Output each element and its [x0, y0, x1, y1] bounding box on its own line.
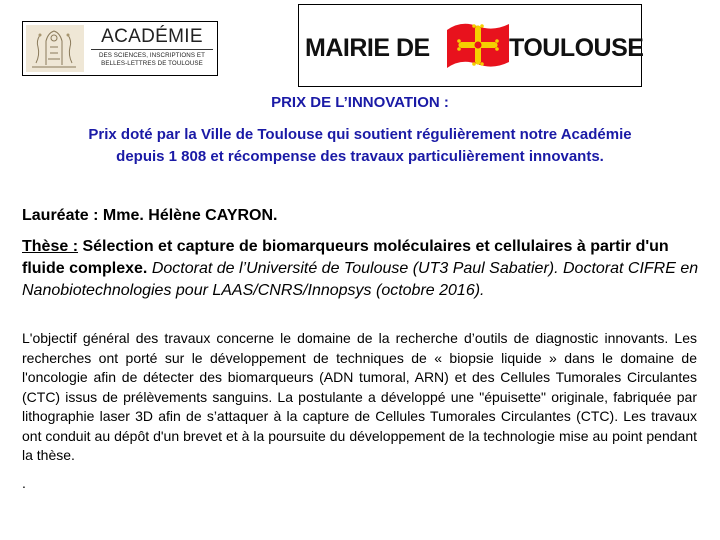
prize-description-line1: Prix doté par la Ville de Toulouse qui soutient régulièrement notre Académie: [88, 126, 632, 143]
trailing-mark: .: [22, 475, 26, 491]
mairie-text-left: MAIRIE DE: [305, 34, 430, 62]
thesis-paragraph: [22, 236, 712, 302]
mairie-toulouse-logo: [298, 4, 642, 87]
academie-subtitle-line2: BELLES-LETTRES DE TOULOUSE: [101, 59, 203, 67]
academie-subtitle-line1: DES SCIENCES, INSCRIPTIONS ET: [98, 52, 206, 59]
prize-heading: PRIX DE L’INNOVATION :: [271, 94, 449, 111]
academie-title: ACADÉMIE: [101, 26, 203, 47]
thesis-details: Doctorat de l’Université de Toulouse (UT3 Paul Sabatier). Doctorat CIFRE en Nanobiotechnologies pour LAAS/CNRS/Innopsys (octobre 2016).: [22, 260, 699, 299]
thesis-title: Sélection et capture de biomarqueurs moléculaires et cellulaires à partir d'un fluide complexe.: [22, 238, 669, 277]
summary-paragraph: L'objectif général des travaux concerne le domaine de la recherche d’outils de diagnostic innovants. Les recherches ont porté sur le développement de techniques de « biopsie liquide » dans le domaine de l'oncologie afin de détecter des biomarqueurs (ADN tumoral, ARN) et des Cellules Tumorales Circulantes (CTC) issus de prélèvements sanguins. La postulante a développé une "épuisette" originale, fabriquée par lithographie laser 3D afin de s’attaquer à la capture de Cellules Tumorales Circulantes (CTC). Les travaux ont conduit au dépôt d'un brevet et à la poursuite du développement de la technologie mise au point pendant la thèse.: [22, 330, 697, 463]
laureate-line: Lauréate : Mme. Hélène CAYRON.: [22, 207, 278, 224]
occitan-cross-flag-icon: [443, 18, 513, 74]
thesis-label: Thèse :: [22, 238, 79, 255]
academie-divider: [91, 49, 213, 50]
prize-description: [20, 124, 700, 168]
academie-logo: [22, 21, 218, 76]
academie-subtitle: [87, 52, 217, 67]
prize-description-line2: depuis 1 808 et récompense des travaux particulièrement innovants.: [116, 148, 604, 165]
academie-emblem-icon: [26, 25, 84, 72]
mairie-text-right: TOULOUSE: [509, 34, 644, 62]
